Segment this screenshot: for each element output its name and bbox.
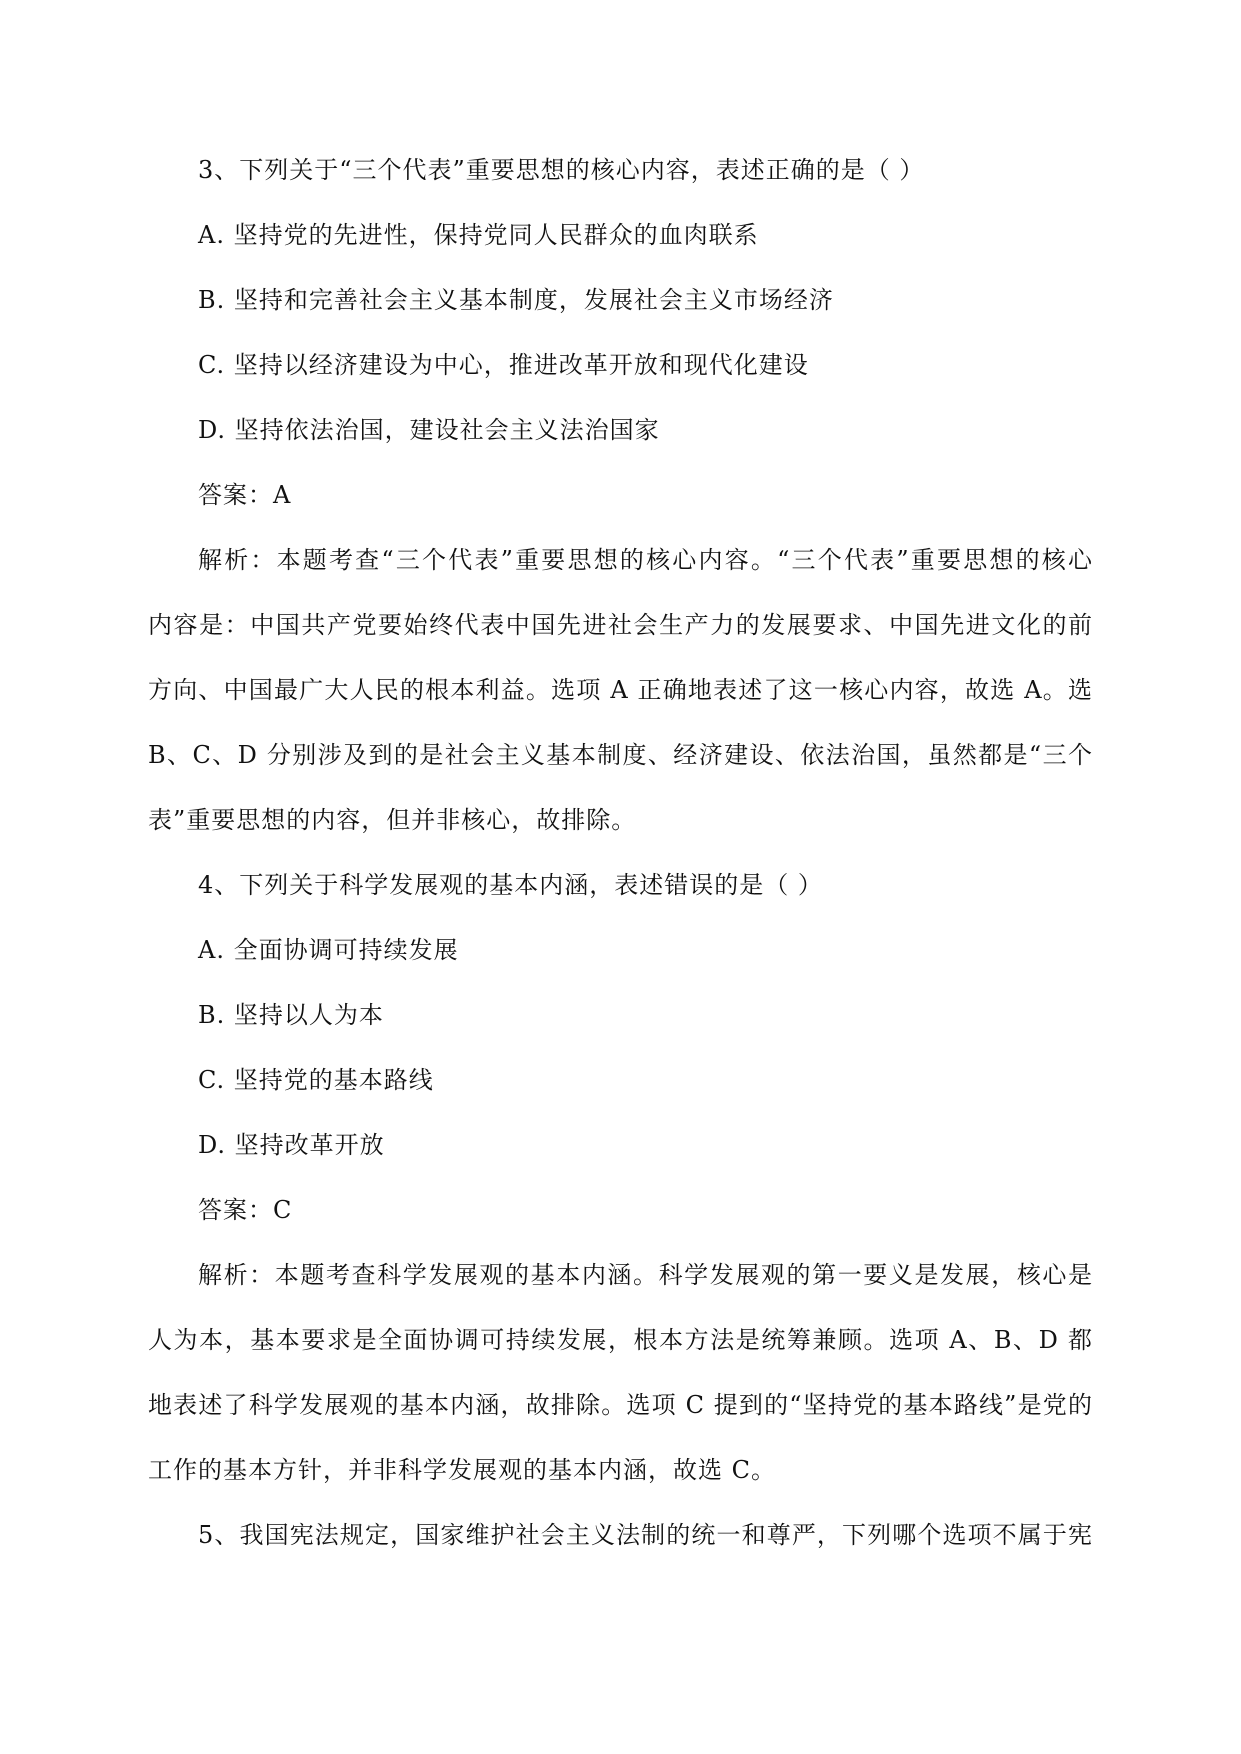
- question-3-answer: 答案：A: [198, 481, 292, 509]
- question-3-option-b: B. 坚持和完善社会主义基本制度，发展社会主义市场经济: [198, 286, 834, 314]
- question-3-analysis-line: 方向、中国最广大人民的根本利益。选项 A 正确地表述了这一核心内容，故选 A。选: [148, 676, 1093, 704]
- question-5-stem: 5、我国宪法规定，国家维护社会主义法制的统一和尊严，下列哪个选项不属于宪: [198, 1521, 1093, 1549]
- question-3-analysis-line: 内容是：中国共产党要始终代表中国先进社会生产力的发展要求、中国先进文化的前: [148, 611, 1093, 639]
- question-3-analysis-line: B、C、D 分别涉及到的是社会主义基本制度、经济建设、依法治国，虽然都是“三个: [148, 741, 1093, 769]
- question-4-stem: 4、下列关于科学发展观的基本内涵，表述错误的是（ ）: [198, 871, 823, 899]
- question-3-stem: 3、下列关于“三个代表”重要思想的核心内容，表述正确的是（ ）: [198, 156, 925, 184]
- question-4-analysis-line: 人为本，基本要求是全面协调可持续发展，根本方法是统筹兼顾。选项 A、B、D 都: [148, 1326, 1093, 1354]
- question-4-option-b: B. 坚持以人为本: [198, 1001, 384, 1029]
- question-4-option-d: D. 坚持改革开放: [198, 1131, 385, 1159]
- question-3-option-a: A. 坚持党的先进性，保持党同人民群众的血肉联系: [198, 221, 759, 249]
- question-3-option-c: C. 坚持以经济建设为中心，推进改革开放和现代化建设: [198, 351, 809, 379]
- question-4-analysis-line: 地表述了科学发展观的基本内涵，故排除。选项 C 提到的“坚持党的基本路线”是党的: [148, 1391, 1093, 1419]
- question-4-analysis-line: 工作的基本方针，并非科学发展观的基本内涵，故选 C。: [148, 1456, 776, 1484]
- question-3-option-d: D. 坚持依法治国，建设社会主义法治国家: [198, 416, 660, 444]
- question-4-option-c: C. 坚持党的基本路线: [198, 1066, 434, 1094]
- document-body: [148, 138, 1093, 1568]
- question-4-option-a: A. 全面协调可持续发展: [198, 936, 459, 964]
- question-4-answer: 答案：C: [198, 1196, 293, 1224]
- question-4-analysis-line: 解析：本题考查科学发展观的基本内涵。科学发展观的第一要义是发展，核心是: [198, 1261, 1093, 1289]
- question-3-analysis-line: 表”重要思想的内容，但并非核心，故排除。: [148, 806, 637, 834]
- question-3-analysis-line: 解析：本题考查“三个代表”重要思想的核心内容。“三个代表”重要思想的核心: [198, 546, 1093, 574]
